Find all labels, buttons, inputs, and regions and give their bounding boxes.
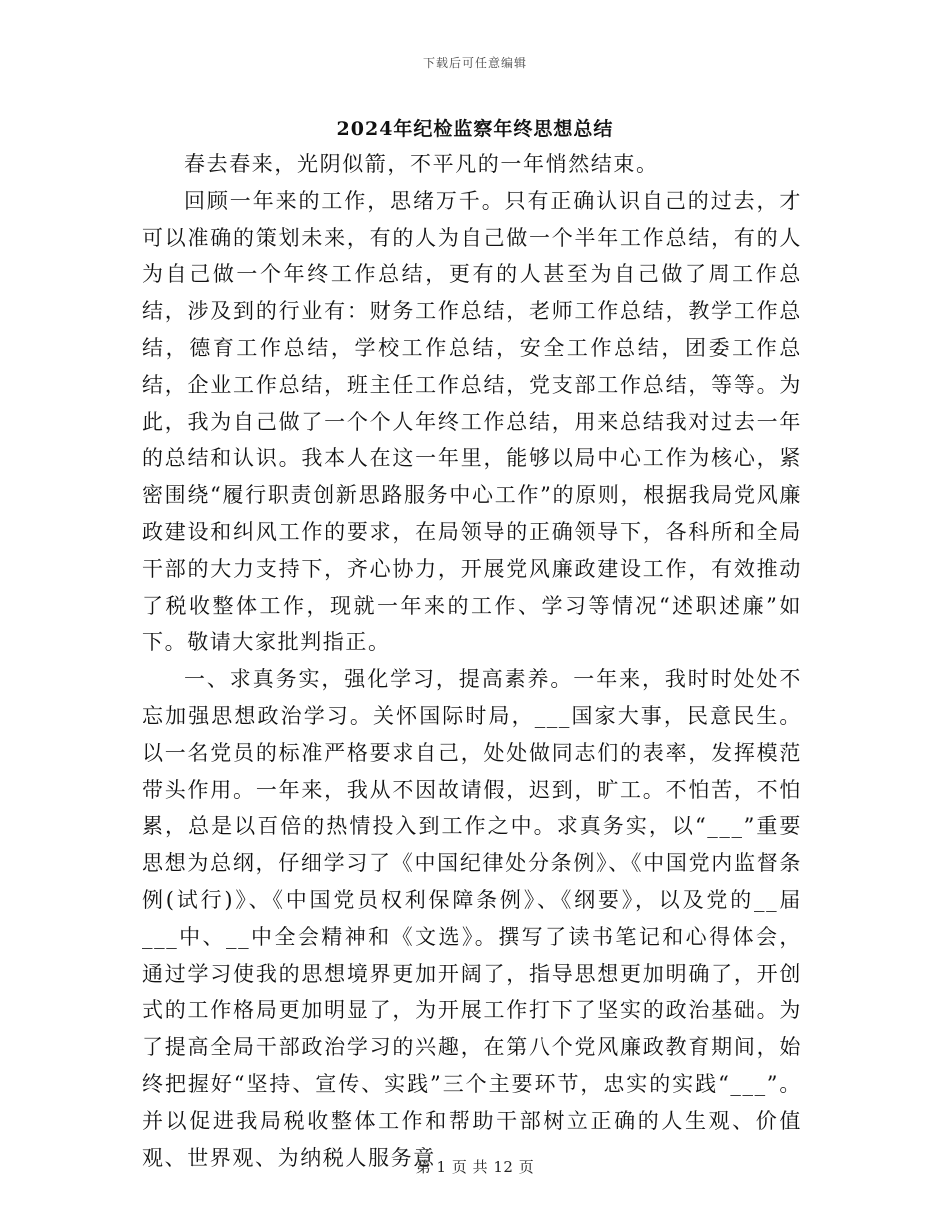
page-footer-page-number: 第 1 页 共 12 页 (415, 1158, 535, 1176)
document-title: 2024年纪检监察年终思想总结 (336, 118, 614, 140)
document-body (142, 146, 802, 1176)
paragraph-review: 回顾一年来的工作，思绪万千。只有正确认识自己的过去，才可以准确的策划未来，有的人为自己做一个半年工作总结，有的人为自己做一个年终工作总结，更有的人甚至为自己做了周工作总结，涉及到的行业有：财务工作总结，老师工作总结，教学工作总结，德育工作总结，学校工作总结，安全工作总结，团委工作总结，企业工作总结，班主任工作总结，党支部工作总结，等等。为此，我为自己做了一个个人年终工作总结，用来总结我对过去一年的总结和认识。我本人在这一年里，能够以局中心工作为核心，紧密围绕“履行职责创新思路服务中心工作”的原则，根据我局党风廉政建设和纠风工作的要求，在局领导的正确领导下，各科所和全局干部的大力支持下，齐心协力，开展党风廉政建设工作，有效推动了税收整体工作，现就一年来的工作、学习等情况“述职述廉”如下。敬请大家批判指正。 (142, 188, 802, 655)
paragraph-intro: 春去春来，光阴似箭，不平凡的一年悄然结束。 (184, 152, 659, 176)
page-header-note: 下载后可任意编辑 (422, 56, 527, 70)
paragraph-section-one: 一、求真务实，强化学习，提高素养。一年来，我时时处处不忘加强思想政治学习。关怀国际时局，___国家大事，民意民生。以一名党员的标准严格要求自己，处处做同志们的表率，发挥模范带头作用。一年来，我从不因故请假，迟到，旷工。不怕苦，不怕累，总是以百倍的热情投入到工作之中。求真务实，以“___”重要思想为总纲，仔细学习了《中国纪律处分条例》、《中国党内监督条例(试行)》、《中国党员权利保障条例》、《纲要》，以及党的__届___中、__中全会精神和《文选》。撰写了读书笔记和心得体会，通过学习使我的思想境界更加开阔了，指导思想更加明确了，开创式的工作格局更加明显了，为开展工作打下了坚实的政治基础。为了提高全局干部政治学习的兴趣，在第八个党风廉政教育期间，始终把握好“坚持、宣传、实践”三个主要环节，忠实的实践“___”。并以促进我局税收整体工作和帮助干部树立正确的人生观、价值观、世界观、为纳税人服务意 (142, 667, 802, 1170)
